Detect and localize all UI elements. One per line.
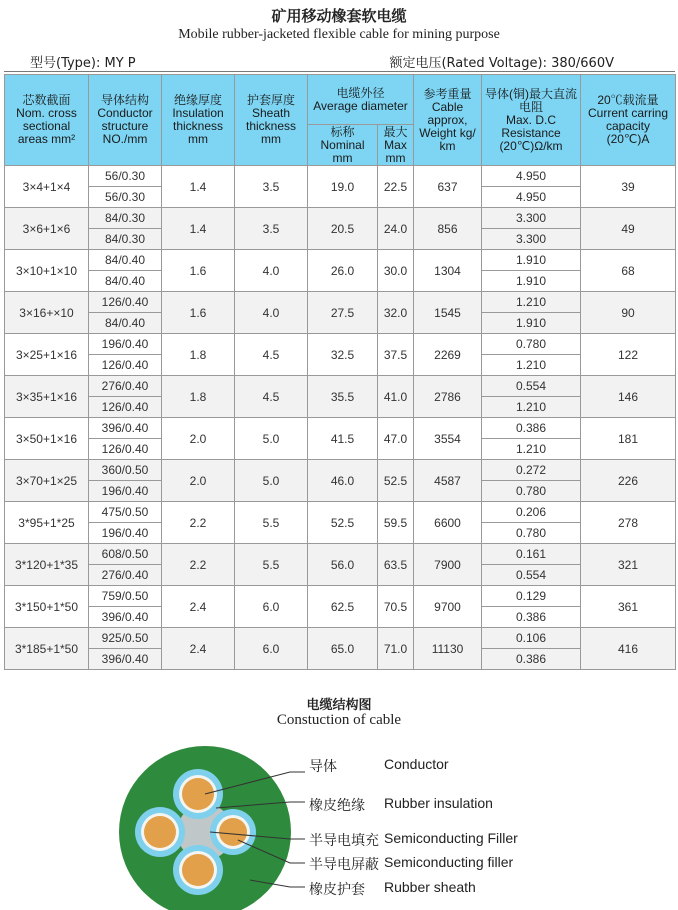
cell-conductor-phase: 56/0.30 <box>89 166 162 187</box>
cell-resistance-phase: 0.161 <box>482 544 581 565</box>
cell-area: 3×6+1×6 <box>5 208 89 250</box>
cell-nominal-diameter: 19.0 <box>308 166 378 208</box>
header-resistance: 导体(铜)最大直流 电阻 Max. D.C Resistance (20℃)Ω/km <box>482 75 581 166</box>
cell-insulation: 2.4 <box>162 586 235 628</box>
cell-sheath: 6.0 <box>235 586 308 628</box>
cell-max-diameter: 32.0 <box>378 292 414 334</box>
cell-weight: 7900 <box>414 544 482 586</box>
cell-capacity: 416 <box>581 628 676 670</box>
legend-cn-3: 半导电屏蔽 <box>309 856 379 872</box>
cell-area: 3*150+1*50 <box>5 586 89 628</box>
cell-sheath: 5.0 <box>235 460 308 502</box>
cell-weight: 6600 <box>414 502 482 544</box>
cell-area: 3×16+×10 <box>5 292 89 334</box>
cell-insulation: 2.0 <box>162 460 235 502</box>
cell-area: 3×35+1×16 <box>5 376 89 418</box>
cell-insulation: 2.2 <box>162 544 235 586</box>
legend-en-1: Rubber insulation <box>384 795 493 811</box>
cell-resistance-earth: 1.210 <box>482 397 581 418</box>
cell-weight: 11130 <box>414 628 482 670</box>
cell-nominal-diameter: 41.5 <box>308 418 378 460</box>
cell-conductor-earth: 276/0.40 <box>89 565 162 586</box>
cell-weight: 4587 <box>414 460 482 502</box>
cell-max-diameter: 52.5 <box>378 460 414 502</box>
type-label: 型号(Type): MY P <box>30 56 136 71</box>
cell-area: 3×25+1×16 <box>5 334 89 376</box>
cell-resistance-phase: 0.386 <box>482 418 581 439</box>
cell-nominal-diameter: 56.0 <box>308 544 378 586</box>
cell-max-diameter: 63.5 <box>378 544 414 586</box>
cell-nominal-diameter: 32.5 <box>308 334 378 376</box>
cell-conductor-phase: 84/0.40 <box>89 250 162 271</box>
cell-conductor-earth: 126/0.40 <box>89 397 162 418</box>
legend-en-2: Semiconducting Filler <box>384 830 518 846</box>
header-rule <box>4 71 675 72</box>
legend-cn-1: 橡皮绝缘 <box>309 797 365 813</box>
cell-sheath: 4.5 <box>235 376 308 418</box>
cell-capacity: 321 <box>581 544 676 586</box>
header-area: 芯数截面 Nom. cross sectional areas mm² <box>5 75 89 166</box>
cell-capacity: 226 <box>581 460 676 502</box>
cell-nominal-diameter: 27.5 <box>308 292 378 334</box>
cell-sheath: 3.5 <box>235 208 308 250</box>
cell-max-diameter: 70.5 <box>378 586 414 628</box>
header-diameter: 电缆外径 Average diameter <box>308 75 414 125</box>
cell-resistance-phase: 3.300 <box>482 208 581 229</box>
cell-conductor-earth: 126/0.40 <box>89 439 162 460</box>
cell-area: 3×10+1×10 <box>5 250 89 292</box>
cell-insulation: 1.4 <box>162 166 235 208</box>
cell-nominal-diameter: 65.0 <box>308 628 378 670</box>
voltage-label: 额定电压(Rated Voltage): 380/660V <box>389 56 614 71</box>
table-row <box>5 292 676 313</box>
table-row <box>5 376 676 397</box>
cell-capacity: 181 <box>581 418 676 460</box>
cell-conductor-earth: 84/0.40 <box>89 313 162 334</box>
cell-weight: 2269 <box>414 334 482 376</box>
cell-weight: 856 <box>414 208 482 250</box>
core-bottom <box>173 845 223 895</box>
cell-resistance-earth: 0.780 <box>482 523 581 544</box>
cell-conductor-phase: 925/0.50 <box>89 628 162 649</box>
cell-capacity: 68 <box>581 250 676 292</box>
cell-conductor-earth: 396/0.40 <box>89 649 162 670</box>
cell-max-diameter: 37.5 <box>378 334 414 376</box>
cell-sheath: 5.0 <box>235 418 308 460</box>
header-max: 最大 Max mm <box>378 125 414 166</box>
cell-weight: 637 <box>414 166 482 208</box>
cell-area: 3×4+1×4 <box>5 166 89 208</box>
cell-conductor-earth: 196/0.40 <box>89 523 162 544</box>
cell-resistance-earth: 1.910 <box>482 313 581 334</box>
cell-nominal-diameter: 26.0 <box>308 250 378 292</box>
cell-resistance-earth: 0.386 <box>482 607 581 628</box>
legend-en-0: Conductor <box>384 756 449 772</box>
cell-conductor-phase: 276/0.40 <box>89 376 162 397</box>
cell-conductor-phase: 475/0.50 <box>89 502 162 523</box>
cell-insulation: 1.6 <box>162 250 235 292</box>
cell-capacity: 39 <box>581 166 676 208</box>
cell-conductor-phase: 759/0.50 <box>89 586 162 607</box>
header-capacity: 20℃载流量 Current carring capacity (20℃)A <box>581 75 676 166</box>
cell-capacity: 146 <box>581 376 676 418</box>
cell-max-diameter: 22.5 <box>378 166 414 208</box>
cell-resistance-phase: 0.272 <box>482 460 581 481</box>
cell-resistance-phase: 0.554 <box>482 376 581 397</box>
cell-resistance-earth: 1.910 <box>482 271 581 292</box>
cell-weight: 2786 <box>414 376 482 418</box>
cell-sheath: 5.5 <box>235 544 308 586</box>
legend-en-3: Semiconducting filler <box>384 854 514 870</box>
cell-insulation: 1.4 <box>162 208 235 250</box>
cell-capacity: 49 <box>581 208 676 250</box>
cell-area: 3*185+1*50 <box>5 628 89 670</box>
cell-sheath: 4.5 <box>235 334 308 376</box>
legend-cn-0: 导体 <box>309 758 337 774</box>
cell-conductor-phase: 126/0.40 <box>89 292 162 313</box>
cell-insulation: 1.8 <box>162 376 235 418</box>
cell-conductor-earth: 56/0.30 <box>89 187 162 208</box>
cell-capacity: 278 <box>581 502 676 544</box>
cell-sheath: 4.0 <box>235 292 308 334</box>
cell-resistance-earth: 4.950 <box>482 187 581 208</box>
header-nominal: 标称 Nominal mm <box>308 125 378 166</box>
cell-max-diameter: 41.0 <box>378 376 414 418</box>
cell-capacity: 122 <box>581 334 676 376</box>
core-top <box>173 769 223 819</box>
cell-capacity: 90 <box>581 292 676 334</box>
cell-insulation: 2.0 <box>162 418 235 460</box>
table-row <box>5 544 676 565</box>
legend-cn-4: 橡皮护套 <box>309 881 365 897</box>
table-row <box>5 418 676 439</box>
cell-capacity: 361 <box>581 586 676 628</box>
cell-sheath: 6.0 <box>235 628 308 670</box>
cell-max-diameter: 47.0 <box>378 418 414 460</box>
section-title-cn: 电缆结构图 <box>306 698 372 713</box>
cell-sheath: 4.0 <box>235 250 308 292</box>
table-row <box>5 460 676 481</box>
cell-conductor-earth: 396/0.40 <box>89 607 162 628</box>
cell-sheath: 5.5 <box>235 502 308 544</box>
cell-max-diameter: 71.0 <box>378 628 414 670</box>
cell-conductor-phase: 84/0.30 <box>89 208 162 229</box>
core-right <box>210 809 256 855</box>
table-row <box>5 166 676 187</box>
table-row <box>5 502 676 523</box>
cell-conductor-earth: 196/0.40 <box>89 481 162 502</box>
cell-conductor-earth: 84/0.30 <box>89 229 162 250</box>
header-weight: 参考重量 Cable approx, Weight kg/ km <box>414 75 482 166</box>
cell-max-diameter: 59.5 <box>378 502 414 544</box>
cell-weight: 3554 <box>414 418 482 460</box>
legend-cn-2: 半导电填充 <box>309 832 379 848</box>
cell-resistance-phase: 0.106 <box>482 628 581 649</box>
cell-weight: 1304 <box>414 250 482 292</box>
cell-resistance-earth: 1.210 <box>482 355 581 376</box>
cell-resistance-earth: 1.210 <box>482 439 581 460</box>
section-title-en: Constuction of cable <box>276 712 402 728</box>
cell-nominal-diameter: 46.0 <box>308 460 378 502</box>
table-row <box>5 628 676 649</box>
cell-insulation: 1.6 <box>162 292 235 334</box>
header-insulation: 绝缘厚度 Insulation thickness mm <box>162 75 235 166</box>
cell-insulation: 1.8 <box>162 334 235 376</box>
spec-table-body <box>5 166 676 670</box>
cell-insulation: 2.2 <box>162 502 235 544</box>
cell-resistance-earth: 0.780 <box>482 481 581 502</box>
cell-resistance-phase: 1.910 <box>482 250 581 271</box>
cell-nominal-diameter: 52.5 <box>308 502 378 544</box>
cell-area: 3*120+1*35 <box>5 544 89 586</box>
cell-resistance-earth: 0.554 <box>482 565 581 586</box>
header-conductor: 导体结构 Conductor structure NO./mm <box>89 75 162 166</box>
cell-weight: 9700 <box>414 586 482 628</box>
table-row <box>5 208 676 229</box>
legend-en-4: Rubber sheath <box>384 879 476 895</box>
title-cn: 矿用移动橡套软电缆 <box>271 7 407 25</box>
cell-area: 3×70+1×25 <box>5 460 89 502</box>
core-left <box>135 807 185 857</box>
cell-conductor-phase: 396/0.40 <box>89 418 162 439</box>
cell-conductor-phase: 608/0.50 <box>89 544 162 565</box>
cell-nominal-diameter: 62.5 <box>308 586 378 628</box>
spec-table <box>4 74 676 670</box>
table-row <box>5 334 676 355</box>
table-row <box>5 586 676 607</box>
cell-nominal-diameter: 20.5 <box>308 208 378 250</box>
cell-resistance-phase: 0.129 <box>482 586 581 607</box>
cell-resistance-phase: 0.780 <box>482 334 581 355</box>
header-sheath: 护套厚度 Sheath thickness mm <box>235 75 308 166</box>
title-en: Mobile rubber-jacketed flexible cable for mining purpose <box>178 27 500 42</box>
cell-sheath: 3.5 <box>235 166 308 208</box>
conductor-icon <box>182 778 214 810</box>
cell-resistance-phase: 0.206 <box>482 502 581 523</box>
cell-insulation: 2.4 <box>162 628 235 670</box>
cell-conductor-earth: 84/0.40 <box>89 271 162 292</box>
cell-resistance-earth: 0.386 <box>482 649 581 670</box>
cell-resistance-earth: 3.300 <box>482 229 581 250</box>
cell-conductor-phase: 196/0.40 <box>89 334 162 355</box>
cell-conductor-phase: 360/0.50 <box>89 460 162 481</box>
cell-area: 3*95+1*25 <box>5 502 89 544</box>
cell-max-diameter: 30.0 <box>378 250 414 292</box>
cell-weight: 1545 <box>414 292 482 334</box>
cell-resistance-phase: 4.950 <box>482 166 581 187</box>
cell-conductor-earth: 126/0.40 <box>89 355 162 376</box>
cell-resistance-phase: 1.210 <box>482 292 581 313</box>
cell-nominal-diameter: 35.5 <box>308 376 378 418</box>
table-row <box>5 250 676 271</box>
cell-max-diameter: 24.0 <box>378 208 414 250</box>
cell-area: 3×50+1×16 <box>5 418 89 460</box>
